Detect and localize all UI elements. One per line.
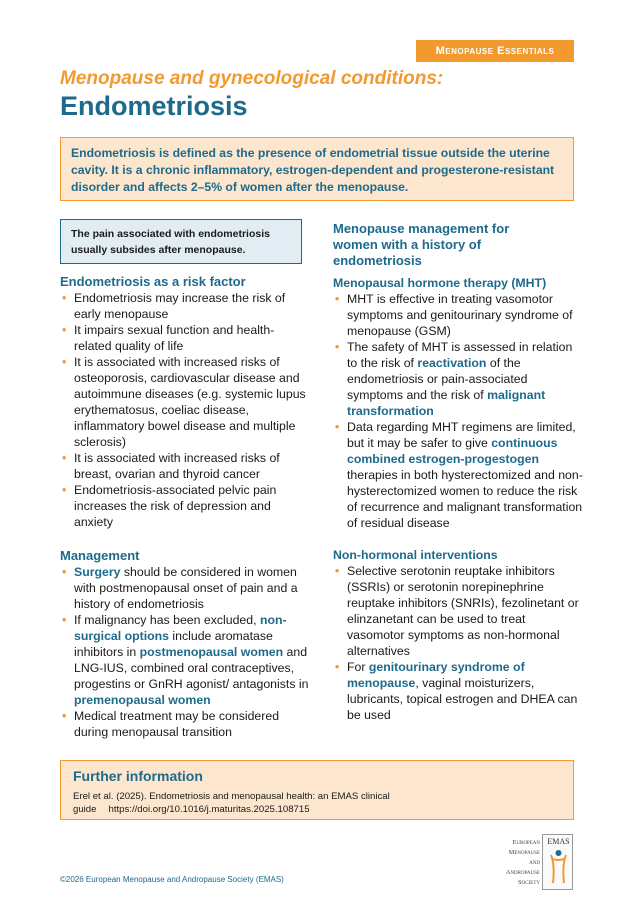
right-column (333, 221, 583, 723)
list-item (333, 659, 583, 723)
mht-text-b: of the endometriosis or pain-associated symptoms and the risk of (347, 356, 528, 402)
reference-doi-link[interactable]: https://doi.org/10.1016/j.maturitas.2025.108715 (108, 804, 310, 815)
mht-text-a: The safety of MHT is assessed in relation to the risk of (347, 340, 573, 370)
malignancy-text-b: include aromatase inhibitors in (74, 629, 273, 659)
malignancy-text-a: If malignancy has been excluded, (74, 613, 260, 627)
risk-factor-list (60, 290, 310, 530)
malignant-transformation-highlight: malignant transformation (347, 388, 546, 418)
pain-callout: The pain associated with endometriosis usually subsides after menopause. (60, 219, 302, 264)
management-heading: Management (60, 548, 140, 563)
further-information-box (60, 760, 574, 820)
list-item: • Selective serotonin reuptake inhibitors (SSRIs) or serotonin norepinephrine reuptake inhibitors (SNRIs), fezolinetant or elinzanetant can be used to treat vasomotor symptoms as non-hormonal alternatives (333, 563, 583, 659)
reference-citation: Erel et al. (2025). Endometriosis and menopausal health: an EMAS clinical guide (73, 791, 390, 815)
mht-heading: Menopausal hormone therapy (MHT) (333, 276, 547, 290)
non-hormonal-list (333, 563, 583, 723)
list-item: • Endometriosis-associated pelvic pain increases the risk of depression and anxiety (60, 482, 310, 530)
gsm-highlight: genitourinary syndrome of menopause (347, 660, 525, 690)
left-column (60, 274, 310, 740)
list-item (333, 419, 583, 531)
menopause-management-heading: Menopause management for women with a history of endometriosis (333, 221, 510, 268)
reactivation-highlight: reactivation (417, 356, 487, 370)
management-list (60, 564, 310, 740)
surgery-highlight: Surgery (74, 565, 121, 579)
surgery-text: should be considered in women with postmenopausal onset of pain and a history of endometriosis (74, 565, 298, 611)
list-item: • It impairs sexual function and health-related quality of life (60, 322, 310, 354)
gsm-text-a: For (347, 660, 369, 674)
section-tag: Menopause Essentials (416, 40, 574, 62)
list-item: • It is associated with increased risks of osteoporosis, cardiovascular disease and autoimmune diseases (e.g. systemic lupus erythematosus, coeliac disease, inflammatory bowel disease and multiple sclerosis) (60, 354, 310, 450)
mht-text-c: Data regarding MHT regimens are limited, but it may be safer to give (347, 420, 576, 450)
risk-factor-heading: Endometriosis as a risk factor (60, 274, 246, 289)
mht-text-d: therapies in both hysterectomized and non-hysterectomized women to reduce the risk of recurrence and malignant transformation of residual disease (347, 468, 583, 530)
non-hormonal-heading: Non-hormonal interventions (333, 548, 498, 562)
postmenopausal-highlight: postmenopausal women (139, 645, 284, 659)
malignancy-text-c: and LNG-IUS, combined oral contraceptives, progestins or GnRH agonist/ antagonists in (74, 645, 309, 691)
list-item: • Medical treatment may be considered during menopausal transition (60, 708, 310, 740)
logo-figure-icon (543, 835, 574, 891)
page-title: Endometriosis (60, 91, 248, 121)
list-item: • Endometriosis may increase the risk of early menopause (60, 290, 310, 322)
mht-list (333, 291, 583, 531)
list-item: • It is associated with increased risks of breast, ovarian and thyroid cancer (60, 450, 310, 482)
emas-logo (500, 834, 574, 890)
page-subtitle: Menopause and gynecological conditions: (60, 68, 444, 89)
continuous-combined-highlight: continuous combined estrogen-progestogen (347, 436, 558, 466)
gsm-text-b: , vaginal moisturizers, lubricants, topical estrogen and DHEA can be used (347, 676, 578, 722)
logo-society-name: European Menopause and Andropause Society (505, 839, 540, 886)
non-surgical-highlight: non-surgical options (74, 613, 287, 643)
reference-text (73, 790, 561, 816)
list-item (60, 564, 310, 612)
copyright-footer: ©2026 European Menopause and Andropause Society (EMAS) (60, 875, 284, 884)
further-information-title: Further information (73, 768, 203, 784)
list-item: • MHT is effective in treating vasomotor symptoms and genitourinary syndrome of menopause (GSM) (333, 291, 583, 339)
logo-label: EMAS (547, 837, 570, 846)
list-item (60, 612, 310, 708)
list-item (333, 339, 583, 419)
logo-emblem (542, 834, 573, 890)
premenopausal-highlight: premenopausal women (74, 693, 211, 707)
intro-box: Endometriosis is defined as the presence of endometrial tissue outside the uterine cavity. It is a chronic inflammatory, estrogen-dependent and progesterone-resistant disorder and affects 2–5% of women after the menopause. (60, 137, 574, 201)
